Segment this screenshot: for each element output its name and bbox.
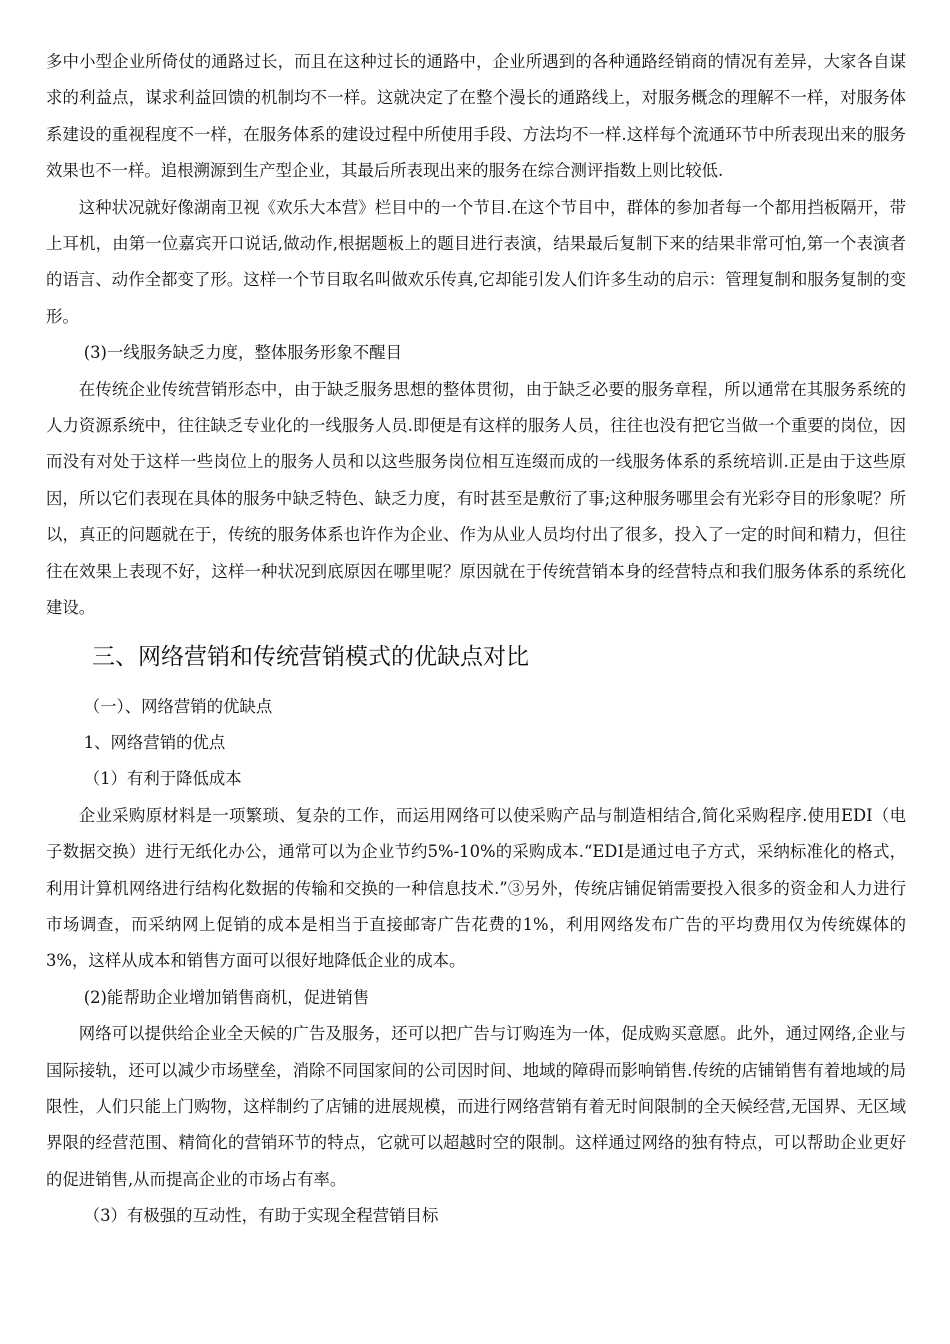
paragraph-increase-sales: 网络可以提供给企业全天候的广告及服务，还可以把广告与订购连为一体，促成购买意愿。此外，通过网络,企业与国际接轨，还可以减少市场壁垒，消除不同国家间的公司因时间、地域的障碍而影响销售.传统的店铺销售有着地域的局限性，人们只能上门购物，这样制约了店铺的进展规模，而进行网络营销有着无时间限制的全天候经营,无国界、无区域界限的经营范围、精简化的营销环节的特点，它就可以超越时空的限制。这样通过网络的独有特点，可以帮助企业更好的促进销售,从而提高企业的市场占有率。 xyxy=(46,1024,906,1189)
subheading-reduce-cost: （1）有利于降低成本 xyxy=(83,769,242,789)
paragraph-channel-length: 多中小型企业所倚仗的通路过长，而且在这种过长的通路中，企业所遇到的各种通路经销商的情况有差异，大家各自谋求的利益点，谋求利益回馈的机制均不一样。这就决定了在整个漫长的通路线上，对服务概念的理解不一样，对服务体系建设的重视程度不一样，在服务体系的建设过程中所使用手段、方法均不一样.这样每个流通环节中所表现出来的服务效果也不一样。追根溯源到生产型企业，其最后所表现出来的服务在综合测评指数上则比较低. xyxy=(46,52,906,181)
subheading-network-marketing: （一）、网络营销的优缺点 xyxy=(83,696,273,716)
paragraph-tv-show-analogy: 这种状况就好像湖南卫视《欢乐大本营》栏目中的一个节目.在这个节目中，群体的参加者每一个都用挡板隔开，带上耳机，由第一位嘉宾开口说话,做动作,根据题板上的题目进行表演，结果最后复制下来的结果非常可怕,第一个表演者的语言、动作全都变了形。这样一个节目取名叫做欢乐传真,它却能引发人们许多生动的启示：管理复制和服务复制的变形。 xyxy=(46,197,906,326)
subheading-advantages: 1、网络营销的优点 xyxy=(83,732,226,752)
paragraph-frontline-service: 在传统企业传统营销形态中，由于缺乏服务思想的整体贯彻，由于缺乏必要的服务章程，所以通常在其服务系统的人力资源系统中，往往缺乏专业化的一线服务人员.即便是有这样的服务人员，往往也没有把它当做一个重要的岗位，因而没有对处于这样一些岗位上的服务人员和以这些服务岗位相互连缀而成的一线服务体系的系统培训.正是由于这些原因，所以它们表现在具体的服务中缺乏特色、缺乏力度，有时甚至是敷衍了事;这种服务哪里会有光彩夺目的形象呢？所以，真正的问题就在于，传统的服务体系也许作为企业、作为从业人员均付出了很多，投入了一定的时间和精力，但往往在效果上表现不好，这样一种状况到底原因在哪里呢？原因就在于传统营销本身的经营特点和我们服务体系的系统化建设。 xyxy=(46,379,906,618)
heading-frontline-service: (3)一线服务缺乏力度，整体服务形象不醒目 xyxy=(83,343,402,363)
heading-interactivity: （3）有极强的互动性，有助于实现全程营销目标 xyxy=(83,1206,439,1226)
section-title: 三、网络营销和传统营销模式的优缺点对比 xyxy=(92,643,529,670)
heading-increase-sales: (2)能帮助企业增加销售商机，促进销售 xyxy=(83,987,370,1007)
paragraph-reduce-cost: 企业采购原材料是一项繁琐、复杂的工作，而运用网络可以使采购产品与制造相结合,简化采购程序.使用EDI（电子数据交换）进行无纸化办公，通常可以为企业节约5%-10%的采购成本.“EDI是通过电子方式，采纳标准化的格式，利用计算机网络进行结构化数据的传输和交换的一种信息技术.”③另外，传统店铺促销需要投入很多的资金和人力进行市场调查，而采纳网上促销的成本是相当于直接邮寄广告花费的1%，利用网络发布广告的平均费用仅为传统媒体的3%，这样从成本和销售方面可以很好地降低企业的成本。 xyxy=(46,805,906,971)
